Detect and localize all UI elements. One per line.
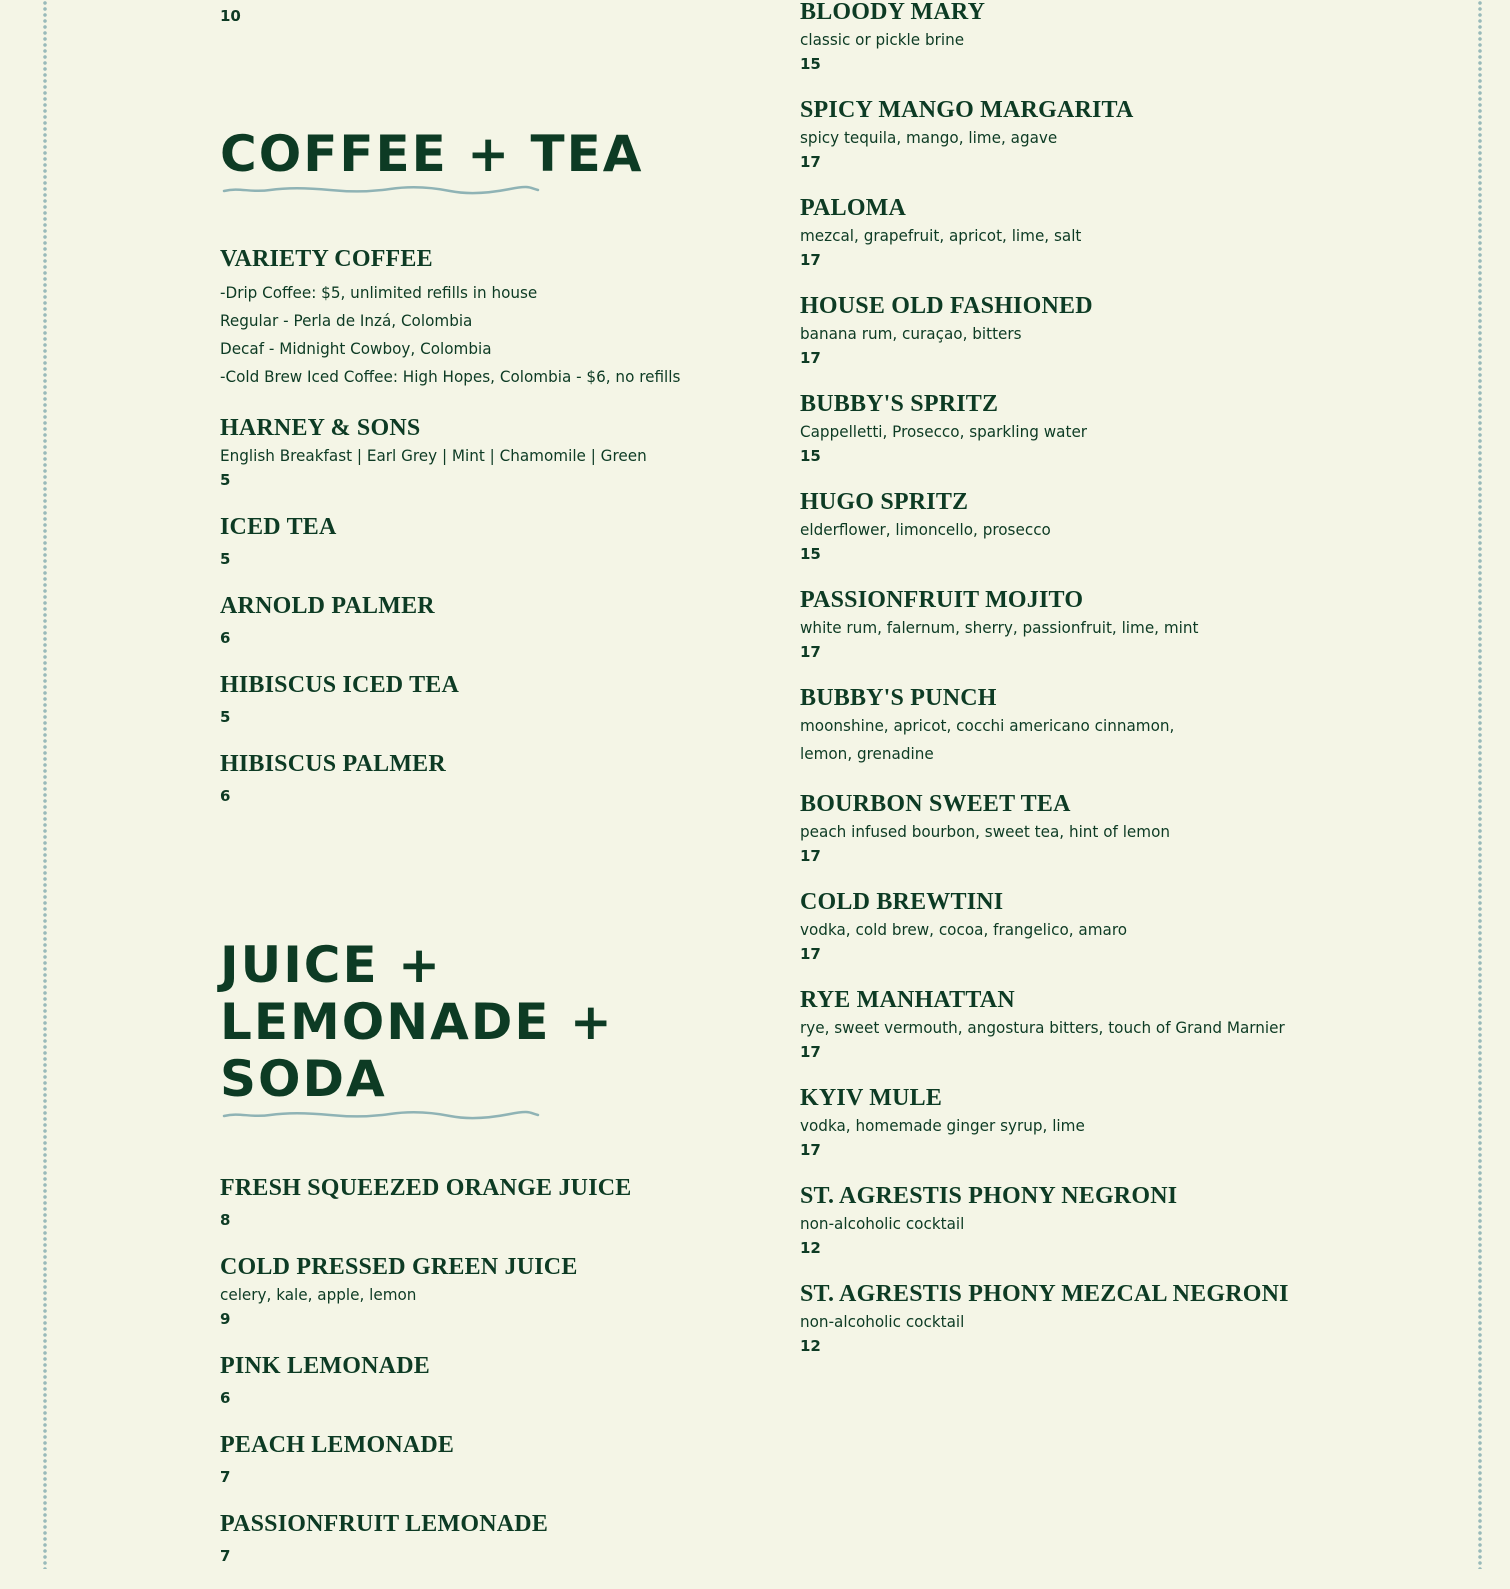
item-price: 6 — [220, 1389, 231, 1407]
item-desc-line: Regular - Perla de Inzá, Colombia — [220, 311, 473, 330]
item-name: SPICY MANGO MARGARITA — [800, 97, 1134, 123]
item-price: 17 — [800, 847, 821, 865]
item-desc: classic or pickle brine — [800, 30, 965, 49]
item-price: 5 — [220, 471, 231, 489]
item-price: 15 — [800, 55, 821, 73]
menu-item-cold-brewtini — [800, 888, 1360, 964]
item-desc: vodka, cold brew, cocoa, frangelico, amaro — [800, 920, 1128, 939]
item-price: 15 — [800, 545, 821, 563]
item-desc-line: -Drip Coffee: $5, unlimited refills in house — [220, 283, 538, 302]
item-price: 17 — [800, 1043, 821, 1061]
menu-item-paloma — [800, 194, 1360, 270]
item-name: BOURBON SWEET TEA — [800, 791, 1071, 817]
item-desc: mezcal, grapefruit, apricot, lime, salt — [800, 226, 1082, 245]
menu-item-hibiscus-iced-tea — [220, 671, 740, 727]
coffee-tea-section — [220, 126, 740, 829]
item-price: 12 — [800, 1337, 821, 1355]
menu-item-arnold-palmer — [220, 592, 740, 648]
item-name: COLD PRESSED GREEN JUICE — [220, 1254, 578, 1280]
left-dotted-border — [42, 0, 48, 1569]
menu-item-passionfruit-mojito — [800, 586, 1360, 662]
menu-item-pink-lemonade — [220, 1352, 760, 1408]
menu-item-variety-coffee — [220, 245, 740, 391]
item-name: COLD BREWTINI — [800, 889, 1004, 915]
item-desc: white rum, falernum, sherry, passionfruit, lime, mint — [800, 618, 1199, 637]
item-desc: elderflower, limoncello, prosecco — [800, 520, 1051, 539]
menu-item-phony-mezcal-negroni — [800, 1280, 1360, 1356]
item-name: ST. AGRESTIS PHONY MEZCAL NEGRONI — [800, 1281, 1289, 1307]
menu-item-harney-sons — [220, 414, 740, 490]
menu-item-green-juice — [220, 1253, 760, 1329]
item-price: 17 — [800, 153, 821, 171]
item-price: 9 — [220, 1310, 231, 1328]
item-price: 5 — [220, 550, 231, 568]
item-desc: vodka, homemade ginger syrup, lime — [800, 1116, 1085, 1135]
item-desc: moonshine, apricot, cocchi americano cinnamon, lemon, grenadine — [800, 716, 1175, 763]
item-price: 17 — [800, 251, 821, 269]
item-name: ARNOLD PALMER — [220, 593, 435, 619]
item-name: ST. AGRESTIS PHONY NEGRONI — [800, 1183, 1178, 1209]
menu-item-phony-negroni — [800, 1182, 1360, 1258]
menu-item-iced-tea — [220, 513, 740, 569]
squiggle-divider — [220, 185, 540, 195]
item-name: RYE MANHATTAN — [800, 987, 1015, 1013]
item-price: 8 — [220, 1211, 231, 1229]
section-title-line: SODA — [220, 1050, 387, 1108]
item-name: HARNEY & SONS — [220, 415, 421, 441]
menu-item-bubbys-spritz — [800, 390, 1360, 466]
item-name: HUGO SPRITZ — [800, 489, 969, 515]
item-price: 10 — [220, 7, 241, 25]
item-price: 6 — [220, 629, 231, 647]
item-name: PINK LEMONADE — [220, 1353, 430, 1379]
item-desc: English Breakfast | Earl Grey | Mint | Chamomile | Green — [220, 446, 647, 465]
item-desc: celery, kale, apple, lemon — [220, 1285, 417, 1304]
juice-section — [220, 937, 760, 1589]
menu-item-passionfruit-lemonade — [220, 1510, 760, 1566]
item-price: 17 — [800, 349, 821, 367]
item-name: HIBISCUS PALMER — [220, 751, 446, 777]
menu-item-spicy-mango-margarita — [800, 96, 1360, 172]
item-name: PALOMA — [800, 195, 907, 221]
menu-item-hibiscus-palmer — [220, 750, 740, 806]
item-name: BUBBY'S PUNCH — [800, 685, 997, 711]
item-desc-line: -Cold Brew Iced Coffee: High Hopes, Colombia - $6, no refills — [220, 367, 681, 386]
menu-item-bubbys-punch — [800, 684, 1360, 768]
menu-item-peach-lemonade — [220, 1431, 760, 1487]
item-name: BUBBY'S SPRITZ — [800, 391, 999, 417]
item-price: 12 — [800, 1239, 821, 1257]
item-desc: non-alcoholic cocktail — [800, 1312, 965, 1331]
item-name: HOUSE OLD FASHIONED — [800, 293, 1093, 319]
item-price: 15 — [800, 447, 821, 465]
item-desc-line: Decaf - Midnight Cowboy, Colombia — [220, 339, 492, 358]
item-name: PASSIONFRUIT LEMONADE — [220, 1511, 549, 1537]
item-price: 5 — [220, 708, 231, 726]
item-name: ICED TEA — [220, 514, 337, 540]
item-name: PEACH LEMONADE — [220, 1432, 455, 1458]
item-desc: rye, sweet vermouth, angostura bitters, touch of Grand Marnier — [800, 1018, 1285, 1037]
section-title-coffee-tea: COFFEE + TEA — [220, 125, 644, 183]
menu-item-kyiv-mule — [800, 1084, 1360, 1160]
item-price: 7 — [220, 1468, 231, 1486]
section-title-line: JUICE + LEMONADE + — [220, 936, 614, 1051]
right-dotted-border — [1477, 0, 1483, 1569]
item-price: 17 — [800, 945, 821, 963]
item-name: KYIV MULE — [800, 1085, 943, 1111]
item-name: VARIETY COFFEE — [220, 246, 433, 272]
item-desc: spicy tequila, mango, lime, agave — [800, 128, 1058, 147]
squiggle-divider — [220, 1110, 540, 1120]
item-name: FRESH SQUEEZED ORANGE JUICE — [220, 1175, 632, 1201]
menu-item-bloody-mary — [800, 0, 1360, 74]
item-price: 6 — [220, 787, 231, 805]
item-desc: Cappelletti, Prosecco, sparkling water — [800, 422, 1088, 441]
item-name: PASSIONFRUIT MOJITO — [800, 587, 1084, 613]
item-desc: banana rum, curaçao, bitters — [800, 324, 1022, 343]
item-name: HIBISCUS ICED TEA — [220, 672, 460, 698]
item-name: BLOODY MARY — [800, 0, 986, 25]
item-desc: peach infused bourbon, sweet tea, hint of lemon — [800, 822, 1171, 841]
item-price: 17 — [800, 1141, 821, 1159]
section-title-juice — [220, 937, 760, 1108]
item-price: 17 — [800, 643, 821, 661]
item-price: 7 — [220, 1547, 231, 1565]
menu-item-bourbon-sweet-tea — [800, 790, 1360, 866]
menu-item-hugo-spritz — [800, 488, 1360, 564]
menu-item-rye-manhattan — [800, 986, 1360, 1062]
menu-item-house-old-fashioned — [800, 292, 1360, 368]
right-column-cocktails — [800, 0, 1360, 1378]
item-desc: non-alcoholic cocktail — [800, 1214, 965, 1233]
menu-item-orange-juice — [220, 1174, 760, 1230]
